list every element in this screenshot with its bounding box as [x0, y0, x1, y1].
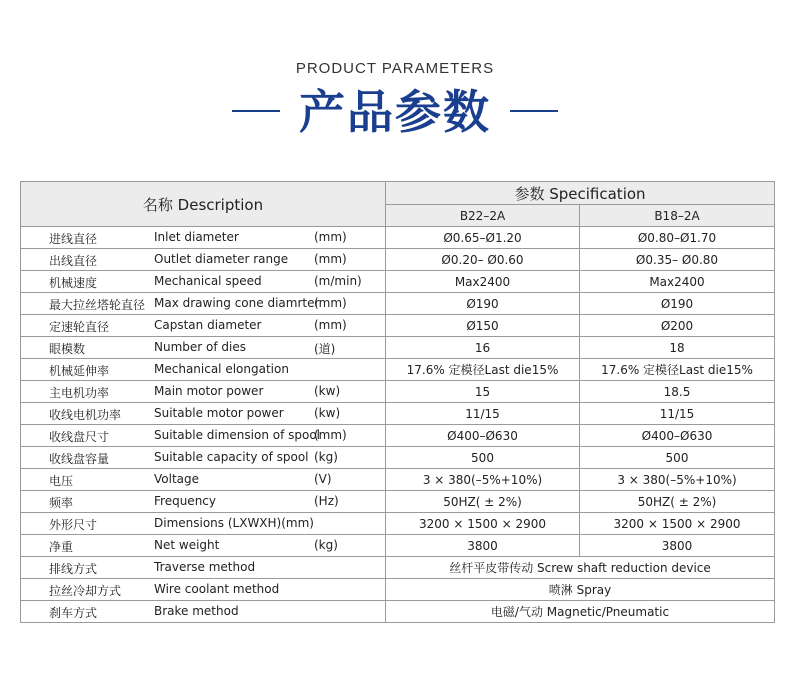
table-row — [21, 337, 775, 359]
description-cell — [21, 293, 386, 315]
english-label: Wire coolant method — [154, 582, 280, 596]
chinese-label: 净重 — [49, 540, 74, 554]
table-row — [21, 425, 775, 447]
value-shared: 喷淋 Spray — [386, 579, 775, 601]
unit-label: (Hz) — [314, 494, 339, 508]
value-b18: 3200 × 1500 × 2900 — [580, 513, 775, 535]
table-row — [21, 315, 775, 337]
value-b18: 3800 — [580, 535, 775, 557]
chinese-label: 拉丝冷却方式 — [49, 584, 122, 598]
unit-label: (mm) — [314, 428, 347, 442]
value-b22: 11/15 — [386, 403, 580, 425]
table-row — [21, 249, 775, 271]
chinese-label: 进线直径 — [49, 232, 98, 246]
chinese-label: 定速轮直径 — [49, 320, 110, 334]
description-cell — [21, 491, 386, 513]
description-cell — [21, 337, 386, 359]
value-b22: Ø400–Ø630 — [386, 425, 580, 447]
page-title: 产品参数 — [299, 85, 491, 139]
value-b22: 3800 — [386, 535, 580, 557]
chinese-label: 收线电机功率 — [49, 408, 122, 422]
chinese-label: 刹车方式 — [49, 606, 98, 620]
description-cell — [21, 315, 386, 337]
english-label: Frequency — [154, 494, 216, 508]
value-shared: 丝杆平皮带传动 Screw shaft reduction device — [386, 557, 775, 579]
chinese-label: 收线盘尺寸 — [49, 430, 110, 444]
unit-label: (道) — [314, 342, 336, 356]
table-row — [21, 293, 775, 315]
value-b22: 500 — [386, 447, 580, 469]
description-cell — [21, 601, 386, 623]
unit-label: (mm) — [314, 230, 347, 244]
description-header: 名称 Description — [21, 182, 386, 227]
unit-label: (mm) — [314, 318, 347, 332]
value-b22: 16 — [386, 337, 580, 359]
value-b18: 3 × 380(–5%+10%) — [580, 469, 775, 491]
value-b18: Ø0.35– Ø0.80 — [580, 249, 775, 271]
specification-header: 参数 Specification — [386, 182, 775, 205]
english-label: Inlet diameter — [154, 230, 239, 244]
value-b18: 500 — [580, 447, 775, 469]
value-b18: 18 — [580, 337, 775, 359]
unit-label: (mm) — [314, 296, 347, 310]
chinese-label: 外形尺寸 — [49, 518, 98, 532]
value-b18: 11/15 — [580, 403, 775, 425]
english-label: Max drawing cone diamrter — [154, 296, 320, 310]
english-label: Mechanical elongation — [154, 362, 289, 376]
english-label: Traverse method — [154, 560, 256, 574]
value-b22: 15 — [386, 381, 580, 403]
description-cell — [21, 447, 386, 469]
value-b22: 3200 × 1500 × 2900 — [386, 513, 580, 535]
unit-label: (m/min) — [314, 274, 362, 288]
table-row — [21, 447, 775, 469]
english-label: Number of dies — [154, 340, 246, 354]
unit-label: (kw) — [314, 384, 341, 398]
value-b18: Ø0.80–Ø1.70 — [580, 227, 775, 249]
table-row — [21, 535, 775, 557]
english-label: Capstan diameter — [154, 318, 262, 332]
value-b18: Ø190 — [580, 293, 775, 315]
chinese-label: 收线盘容量 — [49, 452, 110, 466]
value-b22: Ø190 — [386, 293, 580, 315]
value-b18: 17.6% 定模径Last die15% — [580, 359, 775, 381]
chinese-label: 最大拉丝塔轮直径 — [49, 298, 146, 312]
description-cell — [21, 425, 386, 447]
description-cell — [21, 513, 386, 535]
chinese-label: 频率 — [49, 496, 74, 510]
chinese-label: 机械速度 — [49, 276, 98, 290]
description-cell — [21, 271, 386, 293]
model-header-b22: B22–2A — [386, 205, 580, 227]
english-label: Suitable motor power — [154, 406, 284, 420]
description-cell — [21, 557, 386, 579]
english-label: Dimensions (LXWXH)(mm) — [154, 516, 314, 530]
value-b18: 18.5 — [580, 381, 775, 403]
value-b22: 17.6% 定模径Last die15% — [386, 359, 580, 381]
unit-label: (kg) — [314, 450, 338, 464]
english-label: Brake method — [154, 604, 239, 618]
value-b22: Ø0.65–Ø1.20 — [386, 227, 580, 249]
chinese-label: 主电机功率 — [49, 386, 110, 400]
unit-label: (kw) — [314, 406, 341, 420]
english-label: Mechanical speed — [154, 274, 262, 288]
parameters-table — [20, 181, 775, 623]
title-row — [0, 84, 790, 140]
english-label: Suitable capacity of spool — [154, 450, 309, 464]
value-b18: 50HZ( ± 2%) — [580, 491, 775, 513]
description-cell — [21, 535, 386, 557]
table-row — [21, 513, 775, 535]
unit-label: (kg) — [314, 538, 338, 552]
english-label: Voltage — [154, 472, 200, 486]
english-label: Main motor power — [154, 384, 264, 398]
table-row-merged — [21, 601, 775, 623]
description-cell — [21, 249, 386, 271]
table-row — [21, 381, 775, 403]
chinese-label: 电压 — [49, 474, 74, 488]
english-label: Outlet diameter range — [154, 252, 289, 266]
table-row-merged — [21, 557, 775, 579]
value-b22: 50HZ( ± 2%) — [386, 491, 580, 513]
title-divider-left — [232, 110, 280, 112]
chinese-label: 机械延伸率 — [49, 364, 110, 378]
unit-label: (V) — [314, 472, 332, 486]
description-cell — [21, 469, 386, 491]
value-b18: Max2400 — [580, 271, 775, 293]
table-row — [21, 403, 775, 425]
page-subtitle: PRODUCT PARAMETERS — [295, 60, 495, 77]
description-cell — [21, 579, 386, 601]
description-cell — [21, 381, 386, 403]
value-b22: Ø0.20– Ø0.60 — [386, 249, 580, 271]
table-row — [21, 359, 775, 381]
unit-label: (mm) — [314, 252, 347, 266]
table-row — [21, 227, 775, 249]
description-cell — [21, 227, 386, 249]
table-row — [21, 491, 775, 513]
chinese-label: 排线方式 — [49, 562, 98, 576]
table-row — [21, 271, 775, 293]
value-b18: Ø400–Ø630 — [580, 425, 775, 447]
chinese-label: 眼模数 — [49, 342, 86, 356]
table-row — [21, 469, 775, 491]
table-row-merged — [21, 579, 775, 601]
value-b22: Ø150 — [386, 315, 580, 337]
model-header-b18: B18–2A — [580, 205, 775, 227]
description-cell — [21, 403, 386, 425]
description-cell — [21, 359, 386, 381]
english-label: Net weight — [154, 538, 220, 552]
value-b22: 3 × 380(–5%+10%) — [386, 469, 580, 491]
value-shared: 电磁/气动 Magnetic/Pneumatic — [386, 601, 775, 623]
value-b22: Max2400 — [386, 271, 580, 293]
chinese-label: 出线直径 — [49, 254, 98, 268]
english-label: Suitable dimension of spool — [154, 428, 321, 442]
value-b18: Ø200 — [580, 315, 775, 337]
table-header-row — [21, 182, 775, 205]
title-divider-right — [510, 110, 558, 112]
